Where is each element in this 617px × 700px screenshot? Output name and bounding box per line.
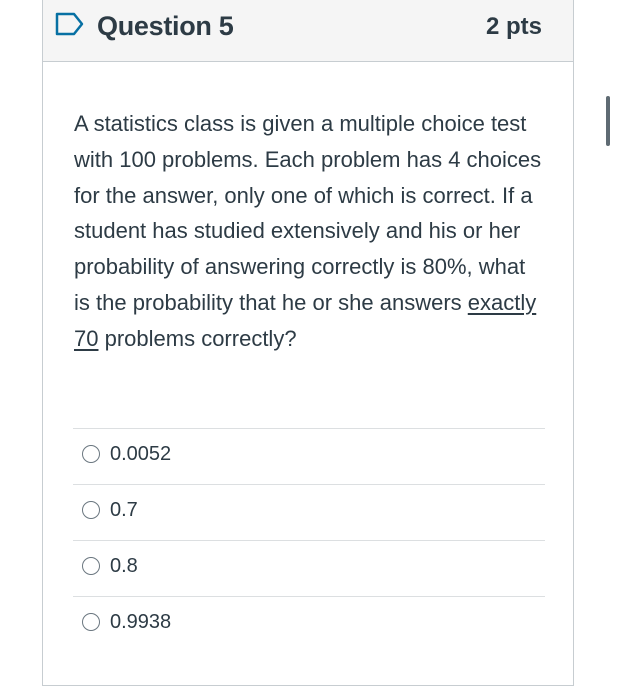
question-text [74, 106, 544, 357]
flag-question-icon[interactable] [55, 12, 85, 36]
answer-option[interactable] [73, 540, 545, 596]
answer-label: 0.9938 [110, 611, 172, 633]
scrollbar-thumb[interactable] [606, 96, 610, 146]
answer-list [73, 428, 545, 652]
question-title: Question 5 [97, 11, 234, 41]
answer-option[interactable] [73, 428, 545, 484]
question-text-emphasis: exactly 70 [74, 289, 537, 351]
question-text-part: A statistics class is given a multiple choice test with 100 problems. Each problem has 4 choices for the answer, only one of which is correct. If a student has studied extensively and his or her probability of answering correctly is 80%, what is the probability that he or she answers [74, 111, 542, 315]
answer-option[interactable] [73, 596, 545, 652]
question-card [42, 0, 574, 686]
radio-button-icon[interactable] [82, 445, 100, 463]
answer-label: 0.7 [110, 499, 138, 521]
radio-button-icon[interactable] [82, 501, 100, 519]
radio-button-icon[interactable] [82, 613, 100, 631]
answer-label: 0.8 [110, 555, 138, 577]
answer-label: 0.0052 [110, 443, 172, 465]
question-text-part: problems correctly? [98, 325, 297, 351]
answer-option[interactable] [73, 484, 545, 540]
radio-button-icon[interactable] [82, 557, 100, 575]
question-header [43, 0, 573, 62]
question-points: 2 pts [485, 13, 542, 40]
